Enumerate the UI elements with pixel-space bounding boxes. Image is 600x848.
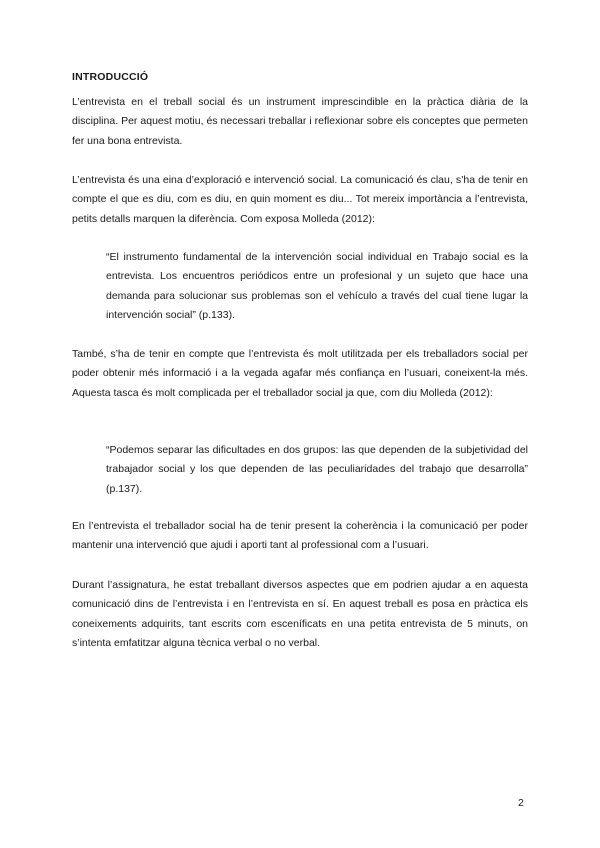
section-heading: INTRODUCCIÓ [72,71,149,83]
page-number: 2 [518,797,524,809]
paragraph-3: També, s’ha de tenir en compte que l’entrevista és molt utilitzada per els treballadors social per poder obtenir més informació i a la vegada agafar més confiança en l’usuari, coneixent-la més. Aquesta tasca és molt complicada per el treballador social ja que, com diu Molleda (2012): [72,348,528,399]
paragraph-2: L’entrevista és una eina d’exploració e intervenció social. La comunicació és clau, s’ha de tenir en compte el que es diu, com es diu, en quin moment es diu... Tot mereix importància a l’entrevista, petits detalls marquen la diferència. Com exposa Molleda (2012): [72,174,528,225]
paragraph-4: En l’entrevista el treballador social ha de tenir present la coherència i la comunicació per poder mantenir una intervenció que ajudi i aporti tant al professional com a l’usuari. [72,520,528,552]
paragraph-1: L’entrevista en el treball social és un instrument imprescindible en la pràctica diària de la disciplina. Per aquest motiu, és necessari treballar i reflexionar sobre els conceptes que permeten fer una bona entrevista. [72,96,528,147]
paragraph-5: Durant l’assignatura, he estat treballant diversos aspectes que em podrien ajudar a en aquesta comunicació dins de l’entrevista i en l’entrevista en sí. En aquest treball es posa en pràctica els coneixements adquirits, tant escrits com esceníficats en una petita entrevista de 5 minuts, on s’intenta emfatitzar alguna tècnica verbal o no verbal. [72,579,528,650]
block-quote-2: “Podemos separar las dificultades en dos grupos: las que dependen de la subjetividad del trabajador social y los que dependen de las peculiaridades del trabajo que desarrolla” (p.137). [106,444,528,495]
block-quote-1: “El instrumento fundamental de la intervención social individual en Trabajo social es la entrevista. Los encuentros periódicos entre un profesional y un sujeto que hace una demanda para solucionar sus problemas son el vehículo a través del cual tiene lugar la intervención social” (p.133). [106,251,528,322]
